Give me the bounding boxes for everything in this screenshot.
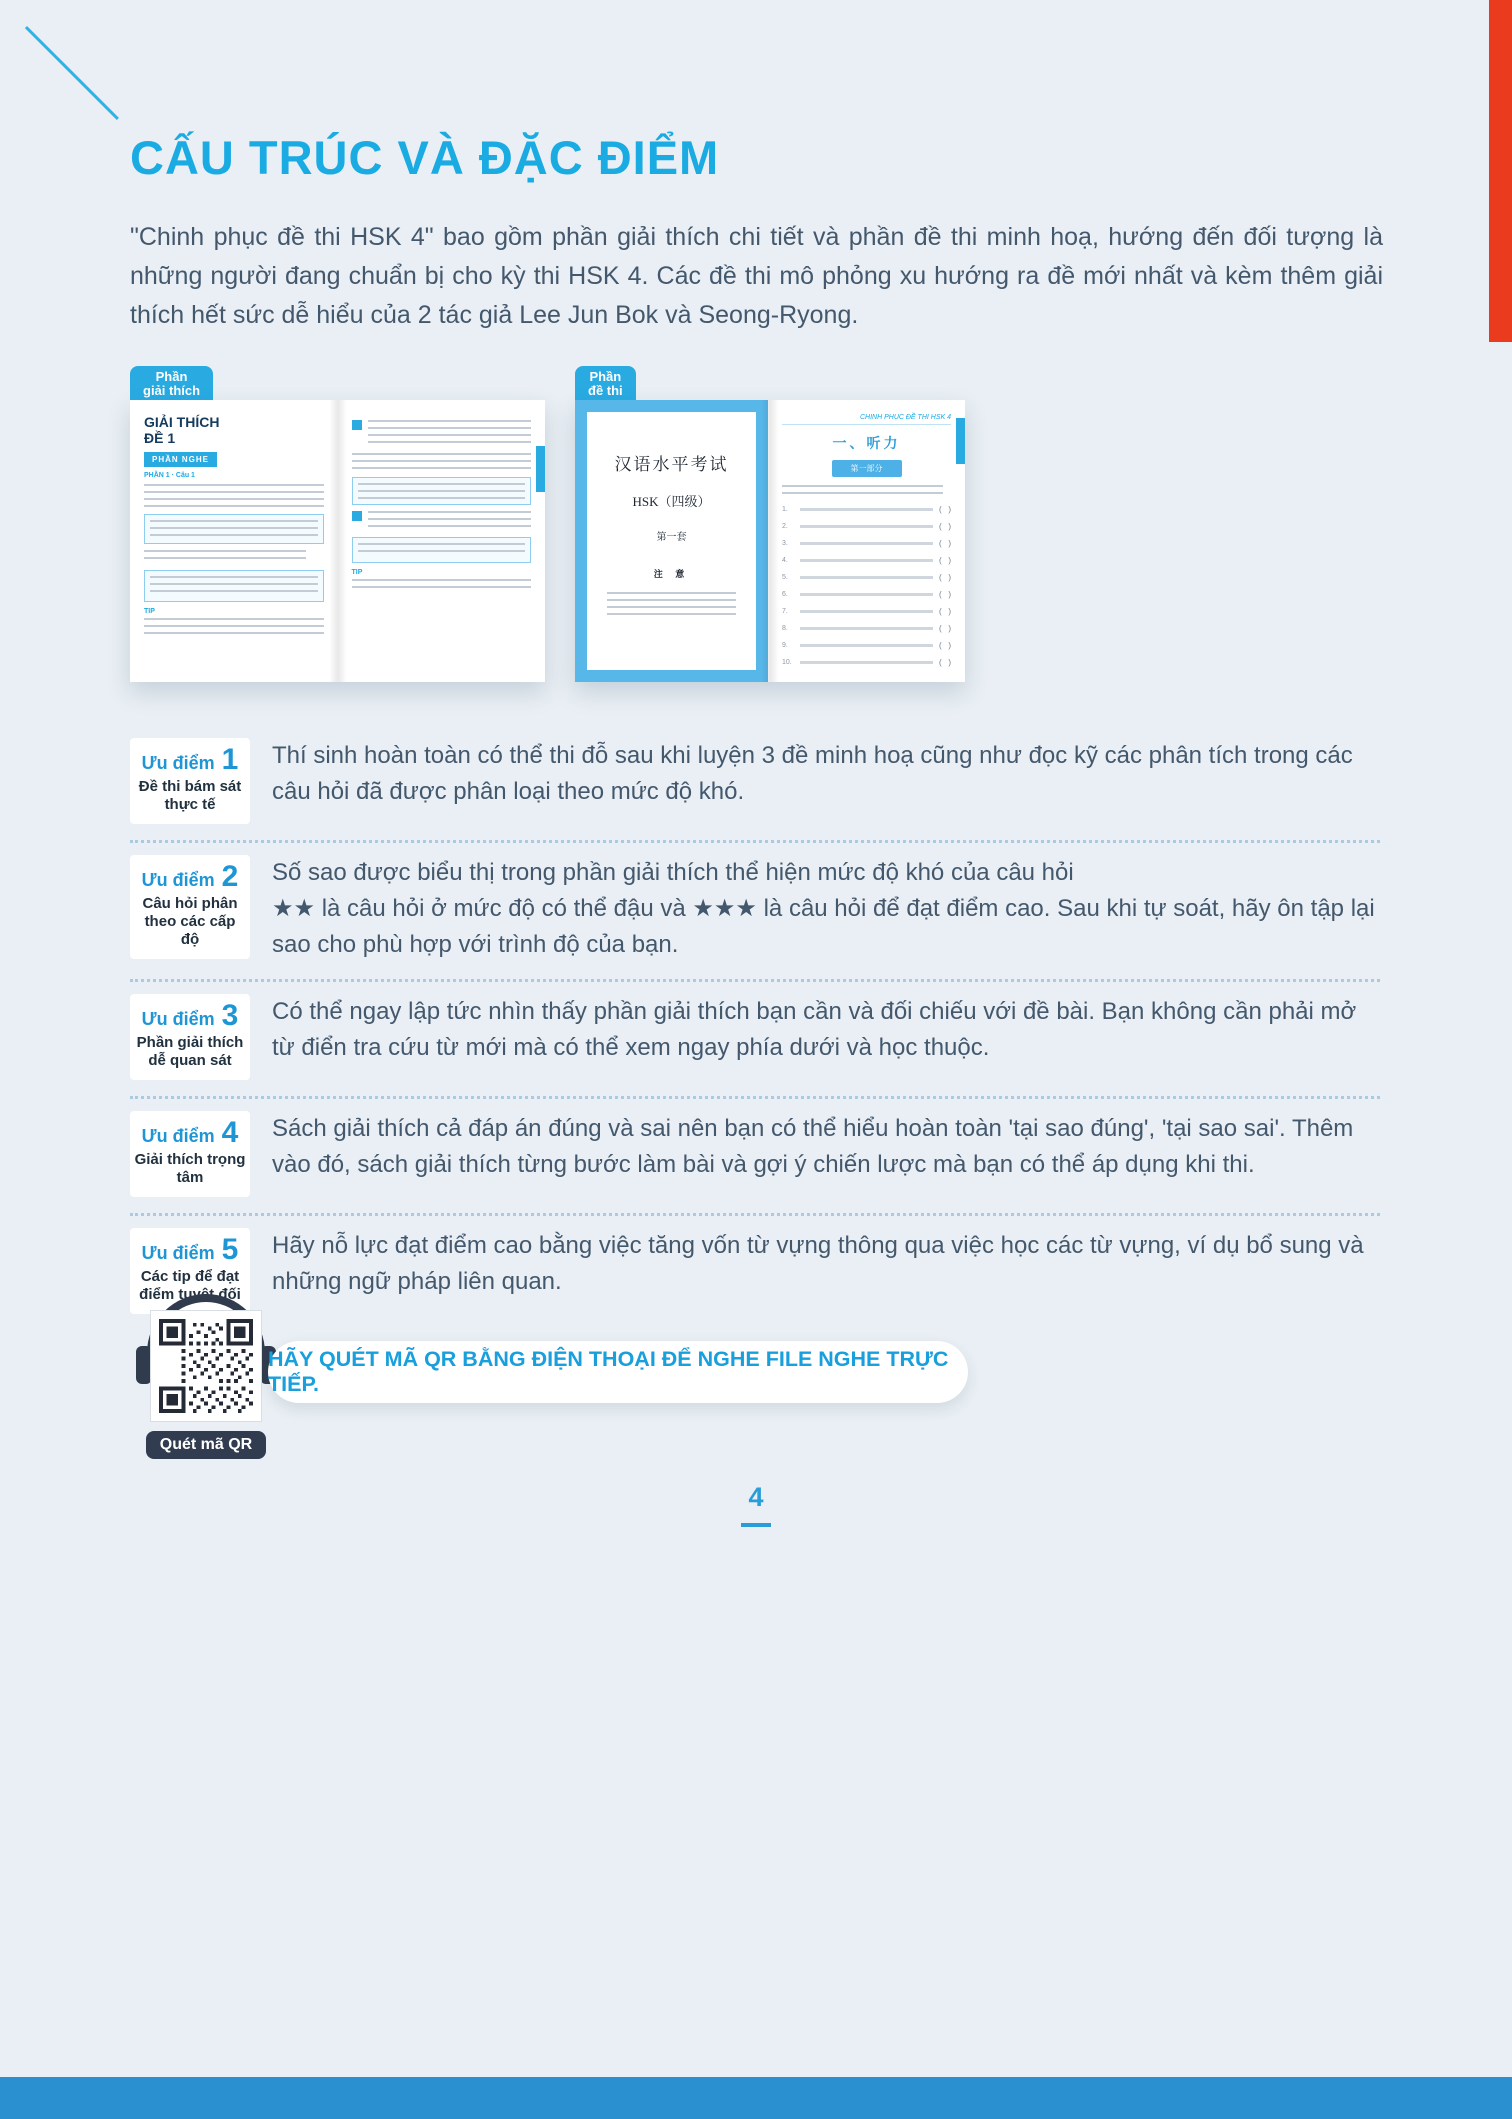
exam-part-badge: 第一部分 bbox=[832, 460, 902, 477]
feature-name: Câu hỏi phân theo các cấp độ bbox=[142, 895, 238, 948]
text-placeholder bbox=[358, 543, 526, 557]
explanation-spread bbox=[130, 400, 545, 682]
feature-text: Thí sinh hoàn toàn có thể thi đỗ sau khi luyện 3 đề minh hoạ cũng như đọc kỹ các phân tích trong các câu hỏi đã được phân loại theo mức độ khó. bbox=[272, 742, 1353, 805]
number-chip bbox=[352, 420, 362, 430]
tip-label: TIP bbox=[351, 569, 363, 576]
qr-caption: Quét mã QR bbox=[146, 1431, 266, 1459]
highlight-box bbox=[352, 477, 532, 505]
question-text-placeholder bbox=[800, 593, 933, 596]
listening-section-bar: PHẦN NGHE bbox=[144, 452, 217, 467]
answer-mark: ( ) bbox=[939, 607, 951, 616]
qr-cta-pill: HÃY QUÉT MÃ QR BẰNG ĐIỆN THOẠI ĐỂ NGHE FILE NGHE TRỰC TIẾP. bbox=[268, 1341, 968, 1403]
answer-mark: ( ) bbox=[939, 590, 951, 599]
question-row bbox=[782, 607, 951, 616]
answer-mark: ( ) bbox=[939, 624, 951, 633]
chapter-edge-tab bbox=[536, 446, 545, 492]
feature-label bbox=[134, 1001, 246, 1031]
question-row bbox=[782, 624, 951, 633]
feature-label bbox=[134, 745, 246, 775]
feature-description bbox=[272, 855, 1380, 963]
question-text-placeholder bbox=[800, 525, 933, 528]
feature-description bbox=[272, 1228, 1380, 1300]
feature-label-text: Ưu điểm bbox=[141, 753, 215, 773]
exam-cover-page bbox=[575, 400, 768, 682]
feature-number: 5 bbox=[221, 1233, 239, 1266]
question-number: 9. bbox=[782, 642, 788, 649]
question-text-placeholder bbox=[800, 644, 933, 647]
question-text-placeholder bbox=[800, 627, 933, 630]
feature-label-box bbox=[130, 1111, 250, 1197]
numbered-item bbox=[352, 511, 532, 531]
bottom-blue-bar bbox=[0, 2077, 1512, 2119]
numbered-item bbox=[352, 420, 532, 446]
question-text-placeholder bbox=[800, 661, 933, 664]
text-placeholder bbox=[607, 592, 737, 618]
text-placeholder bbox=[352, 579, 532, 593]
chapter-edge-tab bbox=[956, 418, 965, 464]
intro-paragraph: "Chinh phục đề thi HSK 4" bao gồm phần giải thích chi tiết và phần đề thi minh hoạ, hướng đến đối tượng là những người đang chuẩn bị cho kỳ thi HSK 4. Các đề thi mô phỏng xu hướng ra đề mới nhất và kèm thêm giải thích hết sức dễ hiểu của 2 tác giả Lee Jun Bok và Seong-Ryong. bbox=[130, 223, 1383, 329]
tab-explanation bbox=[130, 366, 213, 402]
text-placeholder bbox=[368, 420, 532, 446]
text-placeholder bbox=[352, 453, 532, 471]
features-list bbox=[130, 726, 1380, 1330]
question-number: 6. bbox=[782, 591, 788, 598]
feature-number: 3 bbox=[221, 999, 239, 1032]
question-number: 7. bbox=[782, 608, 788, 615]
qr-code-pattern bbox=[159, 1319, 253, 1413]
feature-label bbox=[134, 862, 246, 892]
question-text-placeholder bbox=[800, 576, 933, 579]
feature-description bbox=[272, 994, 1380, 1066]
feature-label-text: Ưu điểm bbox=[141, 1243, 215, 1263]
feature-label-text: Ưu điểm bbox=[141, 870, 215, 890]
question-row bbox=[782, 658, 951, 667]
answer-mark: ( ) bbox=[939, 522, 951, 531]
page-number-underline bbox=[741, 1523, 771, 1527]
feature-number: 2 bbox=[221, 860, 239, 893]
answer-mark: ( ) bbox=[939, 641, 951, 650]
text-placeholder bbox=[607, 592, 737, 618]
exam-page-header: CHINH PHỤC ĐỀ THI HSK 4 bbox=[782, 414, 951, 425]
question-number: 3. bbox=[782, 540, 788, 547]
exam-question-page bbox=[768, 400, 965, 682]
exam-cover-set: 第一套 bbox=[656, 532, 687, 543]
feature-name: Các tip để đạt điểm tuyệt đối bbox=[139, 1268, 241, 1303]
feature-row-5 bbox=[130, 1216, 1380, 1330]
feature-text: Sách giải thích cả đáp án đúng và sai nên bạn có thể hiểu hoàn toàn 'tại sao đúng', 'tại sao sai'. Thêm vào đó, sách giải thích từng bước làm bài và gợi ý chiến lược mà bạn có thể áp dụng khi thi. bbox=[272, 1115, 1354, 1178]
text-placeholder bbox=[358, 483, 526, 499]
feature-description bbox=[272, 738, 1380, 810]
explanation-right-page bbox=[338, 400, 546, 682]
qr-block bbox=[142, 1310, 270, 1459]
tab-explanation-line1: Phần bbox=[155, 369, 188, 384]
highlight-box bbox=[144, 570, 324, 602]
explanation-heading-line2: ĐỀ 1 bbox=[144, 430, 176, 446]
question-list bbox=[782, 505, 951, 667]
tip-label: TIP bbox=[144, 608, 155, 615]
feature-row-4 bbox=[130, 1099, 1380, 1216]
question-number: 5. bbox=[782, 574, 788, 581]
qr-code bbox=[150, 1310, 262, 1422]
feature-row-1 bbox=[130, 726, 1380, 843]
question-number: 8. bbox=[782, 625, 788, 632]
number-chip bbox=[352, 511, 362, 521]
question-row bbox=[782, 573, 951, 582]
exam-cover-notice: 注 意 bbox=[653, 569, 690, 579]
question-text-placeholder bbox=[800, 610, 933, 613]
text-placeholder bbox=[144, 550, 306, 564]
exam-cover-card bbox=[587, 412, 756, 670]
tab-explanation-line2: giải thích bbox=[143, 383, 201, 398]
question-row bbox=[782, 590, 951, 599]
text-placeholder bbox=[782, 485, 943, 497]
text-placeholder bbox=[144, 484, 324, 508]
highlight-box bbox=[144, 514, 324, 544]
feature-row-3 bbox=[130, 982, 1380, 1099]
exam-cover-level: HSK（四级） bbox=[632, 494, 711, 509]
explanation-left-page bbox=[130, 400, 338, 682]
question-row bbox=[782, 556, 951, 565]
feature-number: 1 bbox=[221, 743, 239, 776]
feature-label bbox=[134, 1118, 246, 1148]
question-number: 10. bbox=[782, 659, 792, 666]
tab-exam-line2: đề thi bbox=[588, 383, 623, 398]
text-placeholder bbox=[150, 520, 318, 538]
question-number: 4. bbox=[782, 557, 788, 564]
text-placeholder bbox=[144, 618, 324, 634]
feature-label-box bbox=[130, 994, 250, 1080]
question-number: 2. bbox=[782, 523, 788, 530]
exam-cover-title: 汉语水平考试 bbox=[614, 455, 729, 474]
feature-label-box bbox=[130, 855, 250, 959]
feature-name: Đề thi bám sát thực tế bbox=[138, 778, 242, 813]
question-row bbox=[782, 641, 951, 650]
answer-mark: ( ) bbox=[939, 573, 951, 582]
feature-label bbox=[134, 1235, 246, 1265]
feature-name: Phần giải thích dễ quan sát bbox=[136, 1034, 244, 1069]
answer-mark: ( ) bbox=[939, 539, 951, 548]
answer-mark: ( ) bbox=[939, 556, 951, 565]
text-placeholder bbox=[150, 576, 318, 596]
answer-mark: ( ) bbox=[939, 505, 951, 514]
explanation-heading bbox=[144, 414, 324, 446]
answer-mark: ( ) bbox=[939, 658, 951, 667]
feature-text: Hãy nỗ lực đạt điểm cao bằng việc tăng vốn từ vựng thông qua việc học các từ vựng, ví dụ bổ sung và những ngữ pháp liên quan. bbox=[272, 1232, 1364, 1295]
question-row bbox=[782, 539, 951, 548]
question-row bbox=[782, 522, 951, 531]
explanation-heading-line1: GIẢI THÍCH bbox=[144, 414, 220, 430]
feature-description bbox=[272, 1111, 1380, 1183]
text-placeholder bbox=[368, 511, 532, 531]
tab-exam bbox=[575, 366, 636, 402]
highlight-box bbox=[352, 537, 532, 563]
exam-section-heading: 一、听力 bbox=[832, 435, 901, 451]
page-title: CẤU TRÚC VÀ ĐẶC ĐIỂM bbox=[130, 131, 720, 184]
question-text-placeholder bbox=[800, 542, 933, 545]
feature-text: Số sao được biểu thị trong phần giải thích thể hiện mức độ khó của câu hỏi bbox=[272, 859, 1074, 886]
feature-number: 4 bbox=[221, 1116, 239, 1149]
question-text-placeholder bbox=[800, 508, 933, 511]
tab-exam-line1: Phần bbox=[589, 369, 622, 384]
feature-label-text: Ưu điểm bbox=[141, 1009, 215, 1029]
corner-accent-line bbox=[25, 26, 119, 120]
feature-text-2: ★★ là câu hỏi ở mức độ có thể đậu và ★★★ là câu hỏi để đạt điểm cao. Sau khi tự soát, hãy ôn tập lại sao cho phù hợp với trình độ của bạn. bbox=[272, 895, 1375, 958]
question-text-placeholder bbox=[800, 559, 933, 562]
question-row bbox=[782, 505, 951, 514]
feature-row-2 bbox=[130, 843, 1380, 982]
red-edge-bar bbox=[1489, 0, 1512, 342]
page-number: 4 bbox=[748, 1482, 764, 1512]
exam-spread bbox=[575, 400, 965, 682]
feature-name: Giải thích trọng tâm bbox=[134, 1151, 246, 1186]
feature-label-text: Ưu điểm bbox=[141, 1126, 215, 1146]
question-number: 1. bbox=[782, 506, 788, 513]
feature-label-box bbox=[130, 738, 250, 824]
part-label: PHẦN 1 · Câu 1 bbox=[144, 472, 195, 479]
feature-text: Có thể ngay lập tức nhìn thấy phần giải thích bạn cần và đối chiếu với đề bài. Bạn không cần phải mở từ điển tra cứu từ mới mà có thể xem ngay phía dưới và học thuộc. bbox=[272, 998, 1357, 1061]
